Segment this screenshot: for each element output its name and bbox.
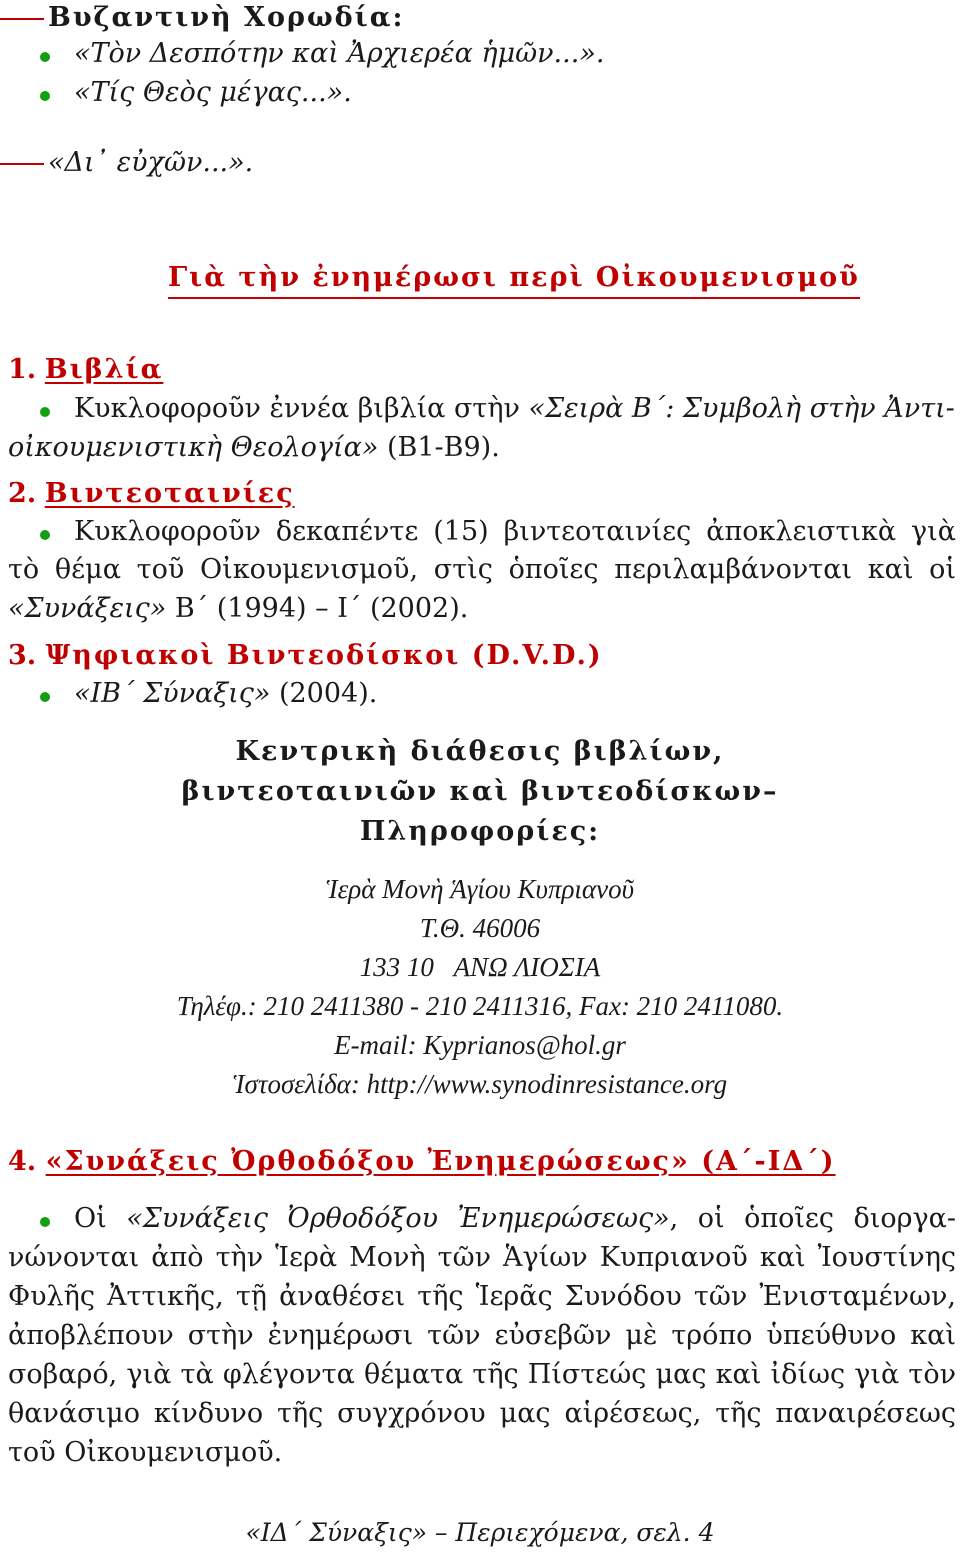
videos-line-2: τὸ θέμα τοῦ Οἰκουμενισμοῦ, στὶς ὁποῖες περιλαμβάνονται καὶ οἱ	[8, 554, 956, 585]
synaxeis-line: σοβαρό, γιὰ τὰ φλέγοντα θέματα τῆς Πίστεώς μας καὶ ἰδίως γιὰ τὸν	[8, 1359, 956, 1390]
bullet-icon	[40, 692, 50, 702]
dash-icon	[0, 18, 44, 20]
bullet-icon	[40, 91, 50, 101]
choir-heading: Βυζαντινὴ Χορωδία:	[0, 2, 405, 33]
bullet-icon	[40, 407, 50, 417]
contact-email[interactable]: E-mail: Kyprianos@hol.gr	[334, 1030, 626, 1060]
synaxeis-line: θανάσιμο κίνδυνο τῆς συγχρόνου μας αἱρέσεως, τῆς παναιρέσεως	[8, 1398, 956, 1429]
distribution-line-3: Πληροφορίες:	[359, 816, 601, 847]
synaxeis-line-1: Οἱ «Συνάξεις Ὀρθοδόξου Ἐνημερώσεως», οἱ ὁποῖες διοργα-	[74, 1203, 956, 1234]
bullet-icon	[40, 52, 50, 62]
synaxeis-line: νώνονται ἀπὸ τὴν Ἱερὰ Μονὴ τῶν Ἁγίων Κυπριανοῦ καὶ Ἰουστίνης	[8, 1242, 956, 1273]
choir-item-1: «Τὸν Δεσπότην καὶ Ἀρχιερέα ἡμῶν...».	[74, 38, 605, 69]
synaxeis-line: ἀποβλέπουν στὴν ἐνημέρωσι τῶν εὐσεβῶν μὲ τρόπο ὑπεύθυνο καὶ	[8, 1320, 956, 1351]
dash-icon	[0, 163, 44, 165]
section-heading: Γιὰ τὴν ἐνημέρωσι περὶ Οἰκουμενισμοῦ	[168, 262, 860, 299]
website-link[interactable]: http://www.synodinresistance.org	[359, 1069, 728, 1099]
dvd-heading: 3. Ψηφιακοὶ Βιντεοδίσκοι (D.V.D.)	[8, 640, 603, 671]
contact-pobox: Τ.Θ. 46006	[419, 913, 541, 943]
page-footer: «ΙΔ΄ Σύναξις» – Περιεχόμενα, σελ. 4	[245, 1518, 715, 1547]
videos-heading: 2. Βιντεοταινίες	[8, 478, 295, 509]
videos-line-1: Κυκλοφοροῦν δεκαπέντε (15) βιντεοταινίες ἀποκλειστικὰ γιὰ	[74, 516, 956, 547]
distribution-line-1: Κεντρικὴ διάθεσις βιβλίων,	[235, 736, 725, 767]
books-line-1: Κυκλοφοροῦν ἐννέα βιβλία στὴν «Σειρὰ Β΄: Συμβολὴ στὴν Ἀντι-	[74, 393, 955, 424]
choir-item-2: «Τίς Θεὸς μέγας...».	[74, 77, 352, 108]
bullet-icon	[40, 530, 50, 540]
bullet-icon	[40, 1217, 50, 1227]
synaxeis-heading: 4. «Συνάξεις Ὀρθοδόξου Ἐνημερώσεως» (Α΄-ΙΔ΄)	[8, 1146, 836, 1177]
contact-website: Ἱστοσελίδα: http://www.synodinresistance.org	[232, 1069, 728, 1099]
books-heading: 1. Βιβλία	[8, 354, 164, 385]
distribution-line-2: βιντεοταινιῶν καὶ βιντεοδίσκων–	[181, 776, 779, 807]
contact-phone: Τηλέφ.: 210 2411380 - 210 2411316, Fax: 210 2411080.	[176, 991, 784, 1021]
synaxeis-line: Φυλῆς Ἀττικῆς, τῇ ἀναθέσει τῆς Ἱερᾶς Συνόδου τῶν Ἐνισταμένων,	[8, 1281, 956, 1312]
videos-line-3: «Συνάξεις» Β΄ (1994) – Ι΄ (2002).	[8, 593, 469, 624]
dvd-item: «ΙΒ΄ Σύναξις» (2004).	[74, 678, 378, 709]
contact-monastery: Ἱερὰ Μονὴ Ἁγίου Κυπριανοῦ	[326, 874, 634, 904]
books-line-2: οἰκουμενιστικὴ Θεολογία» (Β1-Β9).	[8, 432, 500, 463]
synaxeis-last-line: τοῦ Οἰκουμενισμοῦ.	[8, 1437, 283, 1468]
choir-closing: «Δι᾽ εὐχῶν...».	[0, 147, 253, 178]
contact-postcode: 133 10 ΑΝΩ ΛΙΟΣΙΑ	[359, 952, 601, 982]
